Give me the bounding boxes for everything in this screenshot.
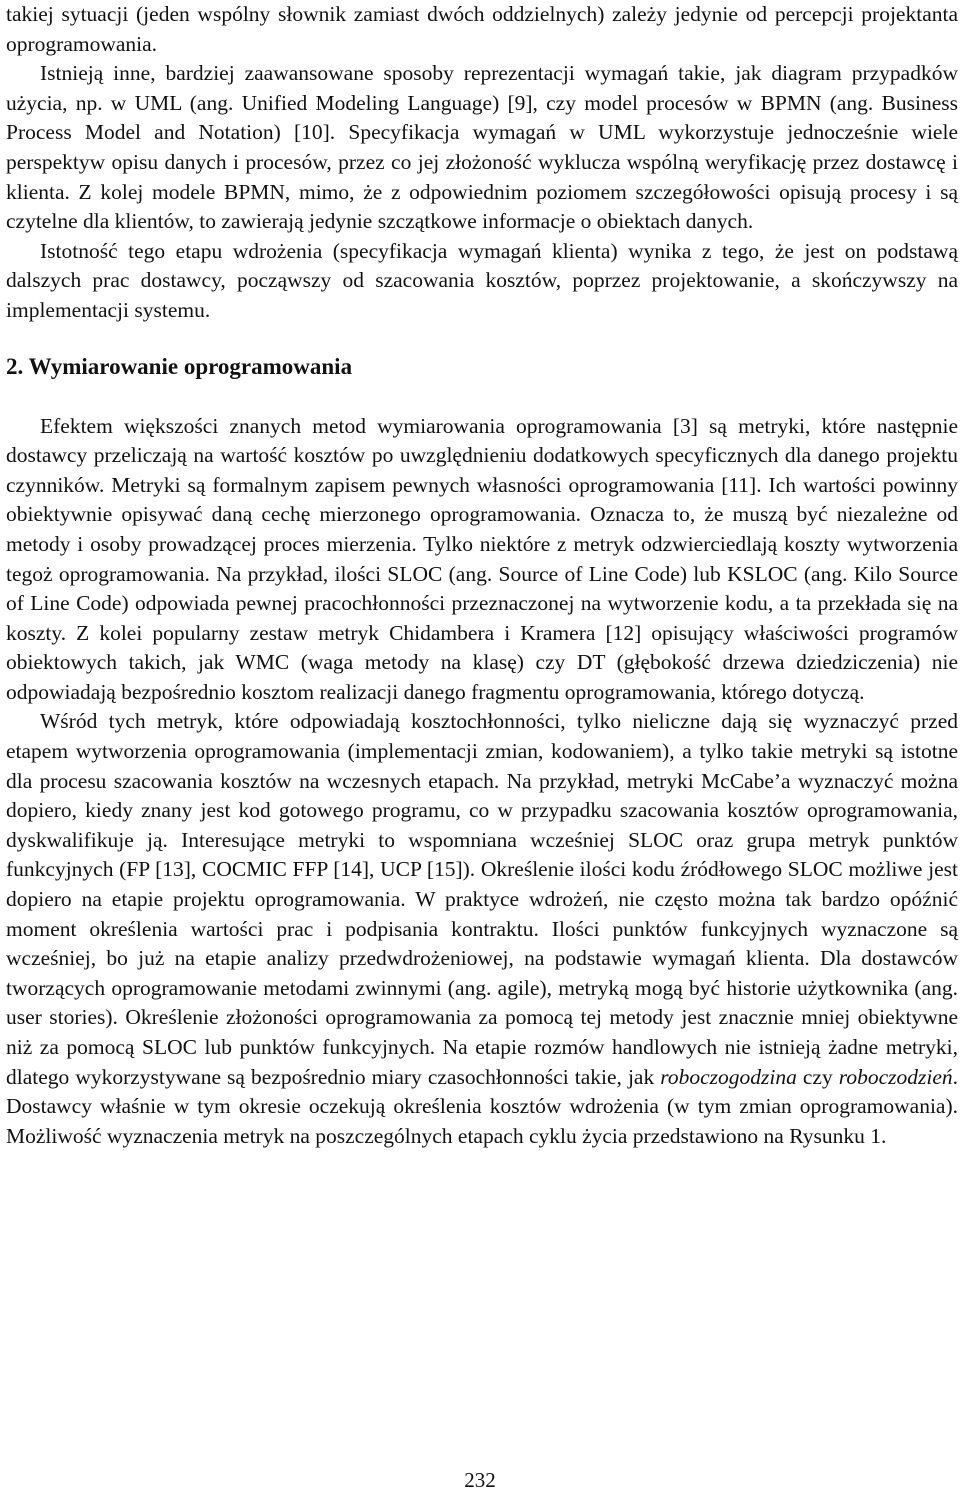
paragraph-metrics-intro: Efektem większości znanych metod wymiarowania oprogramowania [3] są metryki, które następnie dostawcy przeliczają na wartość kosztów po uwzględnieniu dodatkowych specyficznych dla danego projektu czynników. Metryki są formalnym zapisem pewnych własności oprogramowania [11]. Ich wartości powinny obiektywnie opisywać daną cechę mierzonego oprogramowania. Oznacza to, że muszą być niezależne od metody i osoby prowadzącej proces mierzenia. Tylko niektóre z metryk odzwierciedlają koszty wytworzenia tegoż oprogramowania. Na przykład, ilości SLOC (ang. Source of Line Code) lub KSLOC (ang. Kilo Source of Line Code) odpowiada pewnej pracochłonności przeznaczonej na wytworzenie kodu, a ta przekłada się na koszty. Z kolei popularny zestaw metryk Chidambera i Kramera [12] opisujący właściwości programów obiektowych takich, jak WMC (waga metody na klasę) czy DT (głębokość drzewa dziedziczenia) nie odpowiadają bezpośrednio kosztom realizacji danego fragmentu oprogramowania, którego dotyczą. [6, 413, 958, 704]
section-heading: 2. Wymiarowanie oprogramowania [6, 353, 353, 379]
italic-term-roboczogodzina: roboczogodzina [660, 1064, 797, 1089]
paragraph-text: . Dostawcy właśnie w tym okresie oczekują określenia kosztów wdrożenia (w tym zmian oprogramowania). Możliwość wyznaczenia metryk na poszczególnych etapach cyklu życia przedstawiono na Rysunku 1. [6, 1064, 959, 1148]
italic-term-roboczodzien: roboczodzień [838, 1064, 953, 1089]
paragraph-requirements-representation: Istnieją inne, bardziej zaawansowane sposoby reprezentacji wymagań takie, jak diagram przypadków użycia, np. w UML (ang. Unified Modeling Language) [9], czy model procesów w BPMN (ang. Business Process Model and Notation) [10]. Specyfikacja wymagań w UML wykorzystuje jednocześnie wiele perspektyw opisu danych i procesów, przez co jej złożoność wyklucza wspólną weryfikację przez dostawcę i klienta. Z kolej modele BPMN, mimo, że z odpowiednim poziomem szczegółowości opisują procesy i są czytelne dla klientów, to zawierają jedynie szczątkowe informacje o obiektach danych. [6, 61, 958, 234]
paragraph-text: czy [796, 1064, 839, 1089]
paragraph-continuation: takiej sytuacji (jeden wspólny słownik zamiast dwóch oddzielnych) zależy jedynie od percepcji projektanta oprogramowania. [6, 2, 958, 56]
paragraph-stage-importance: Istotność tego etapu wdrożenia (specyfikacja wymagań klienta) wynika z tego, że jest on podstawą dalszych prac dostawcy, począwszy od szacowania kosztów, poprzez projektowanie, a skończywszy na implementacji systemu. [6, 238, 958, 322]
page-number: 232 [464, 1468, 496, 1492]
document-page [6, 0, 958, 1151]
paragraph-text: Wśród tych metryk, które odpowiadają kosztochłonności, tylko nieliczne dają się wyznaczyć przed etapem wytworzenia oprogramowania (implementacji zmian, kodowaniem), a tylko takie metryki są istotne dla procesu szacowania kosztów na wczesnych etapach. Na przykład, metryki McCabe’a wyznaczyć można dopiero, kiedy znany jest kod gotowego programu, co w przypadku szacowania kosztów oprogramowania, dyskwalifikuje ją. Interesujące metryki to wspomniana wcześniej SLOC oraz grupa metryk punktów funkcyjnych (FP [13], COCMIC FFP [14], UCP [15]). Określenie ilości kodu źródłowego SLOC możliwe jest dopiero na etapie projektu oprogramowania. W praktyce wdrożeń, nie często można tak bardzo opóźnić moment określenia wartości prac i podpisania kontraktu. Ilości punktów funkcyjnych wyznaczone są wcześniej, bo już na etapie analizy przedwdrożeniowej, na podstawie wymagań klienta. Dla dostawców tworzących oprogramowanie metodami zwinnymi (ang. agile), metryką mogą być historie użytkownika (ang. user stories). Określenie złożoności oprogramowania za pomocą tej metody jest znacznie mniej obiektywne niż za pomocą SLOC lub punktów funkcyjnych. Na etapie rozmów handlowych nie istnieją żadne metryki, dlatego wykorzystywane są bezpośrednio miary czasochłonności takie, jak [6, 709, 958, 1089]
paragraph-metrics-stages [6, 707, 958, 1151]
